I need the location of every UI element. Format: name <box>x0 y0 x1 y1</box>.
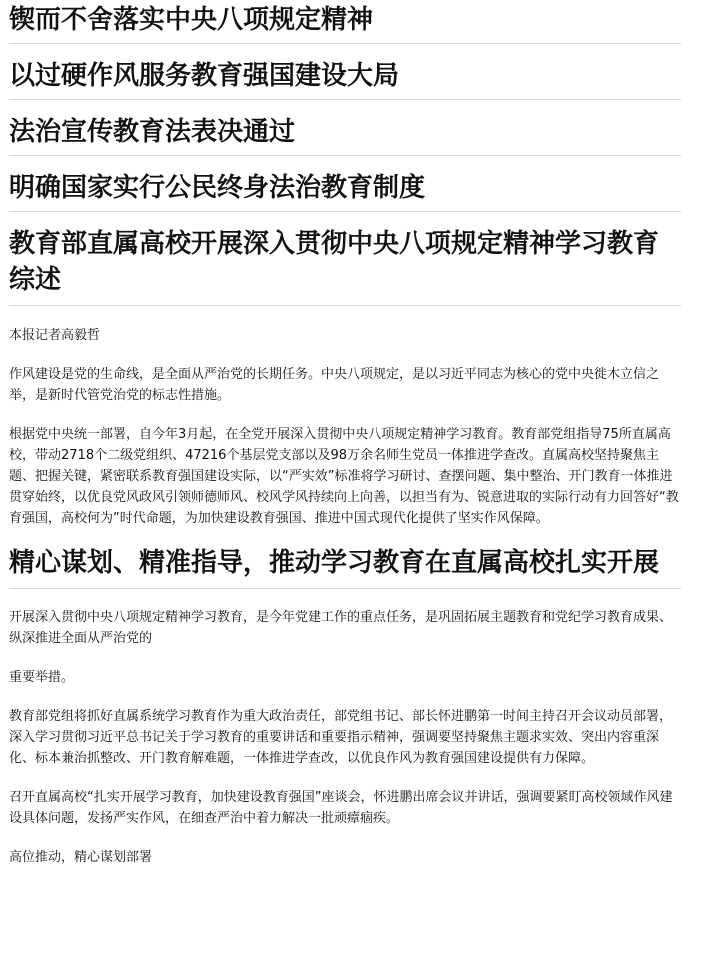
headline-link[interactable]: 锲而不舍落实中央八项规定精神 <box>9 0 681 44</box>
paragraph: 高位推动，精心谋划部署 <box>9 850 153 865</box>
news-page <box>9 0 681 868</box>
headline-link[interactable]: 法治宣传教育法表决通过 <box>9 100 681 156</box>
section-heading: 精心谋划、精准指导，推动学习教育在直属高校扎实开展 <box>9 529 681 589</box>
headline-link[interactable]: 明确国家实行公民终身法治教育制度 <box>9 156 681 212</box>
paragraph: 根据党中央统一部署，自今年3月起，在全党开展深入贯彻中央八项规定精神学习教育。教育部党组指导75所直属高校，带动2718个二级党组织、47216个基层党支部以及98万余名师生党员一体推进学查改。直属高校坚持聚焦主题、把握关键，紧密联系教育强国建设实际，以“严实效”标准将学习研讨、查摆问题、集中整治、开门教育一体推进贯穿始终，以优良党风政风引领师德师风、校风学风持续向上向善，以担当有为、锐意进取的实际行动有力回答好“教育强国，高校何为”时代命题，为加快建设教育强国、推进中国式现代化提供了坚实作风保障。 <box>9 427 679 526</box>
paragraph: 召开直属高校“扎实开展学习教育，加快建设教育强国”座谈会，怀进鹏出席会议并讲话，强调要紧盯高校领域作风建设具体问题，发扬严实作风，在细查严治中着力解决一批顽瘴痼疾。 <box>9 790 673 826</box>
article-body <box>9 306 681 868</box>
paragraph: 作风建设是党的生命线，是全面从严治党的长期任务。中央八项规定，是以习近平同志为核心的党中央徙木立信之举，是新时代管党治党的标志性措施。 <box>9 367 660 403</box>
headline-link[interactable]: 以过硬作风服务教育强国建设大局 <box>9 44 681 100</box>
byline: 本报记者高毅哲 <box>9 328 101 343</box>
paragraph: 教育部党组将抓好直属系统学习教育作为重大政治责任，部党组书记、部长怀进鹏第一时间主持召开会议动员部署，深入学习贯彻习近平总书记关于学习教育的重要讲话和重要指示精神，强调要坚持聚焦主题求实效、突出内容重深化、标本兼治抓整改、开门教育解难题，一体推进学查改，以优良作风为教育强国建设提供有力保障。 <box>9 709 673 766</box>
paragraph: 重要举措。 <box>9 670 75 685</box>
paragraph: 开展深入贯彻中央八项规定精神学习教育，是今年党建工作的重点任务，是巩固拓展主题教育和党纪学习教育成果、纵深推进全面从严治党的 <box>9 610 673 646</box>
article-title: 教育部直属高校开展深入贯彻中央八项规定精神学习教育综述 <box>9 212 681 306</box>
